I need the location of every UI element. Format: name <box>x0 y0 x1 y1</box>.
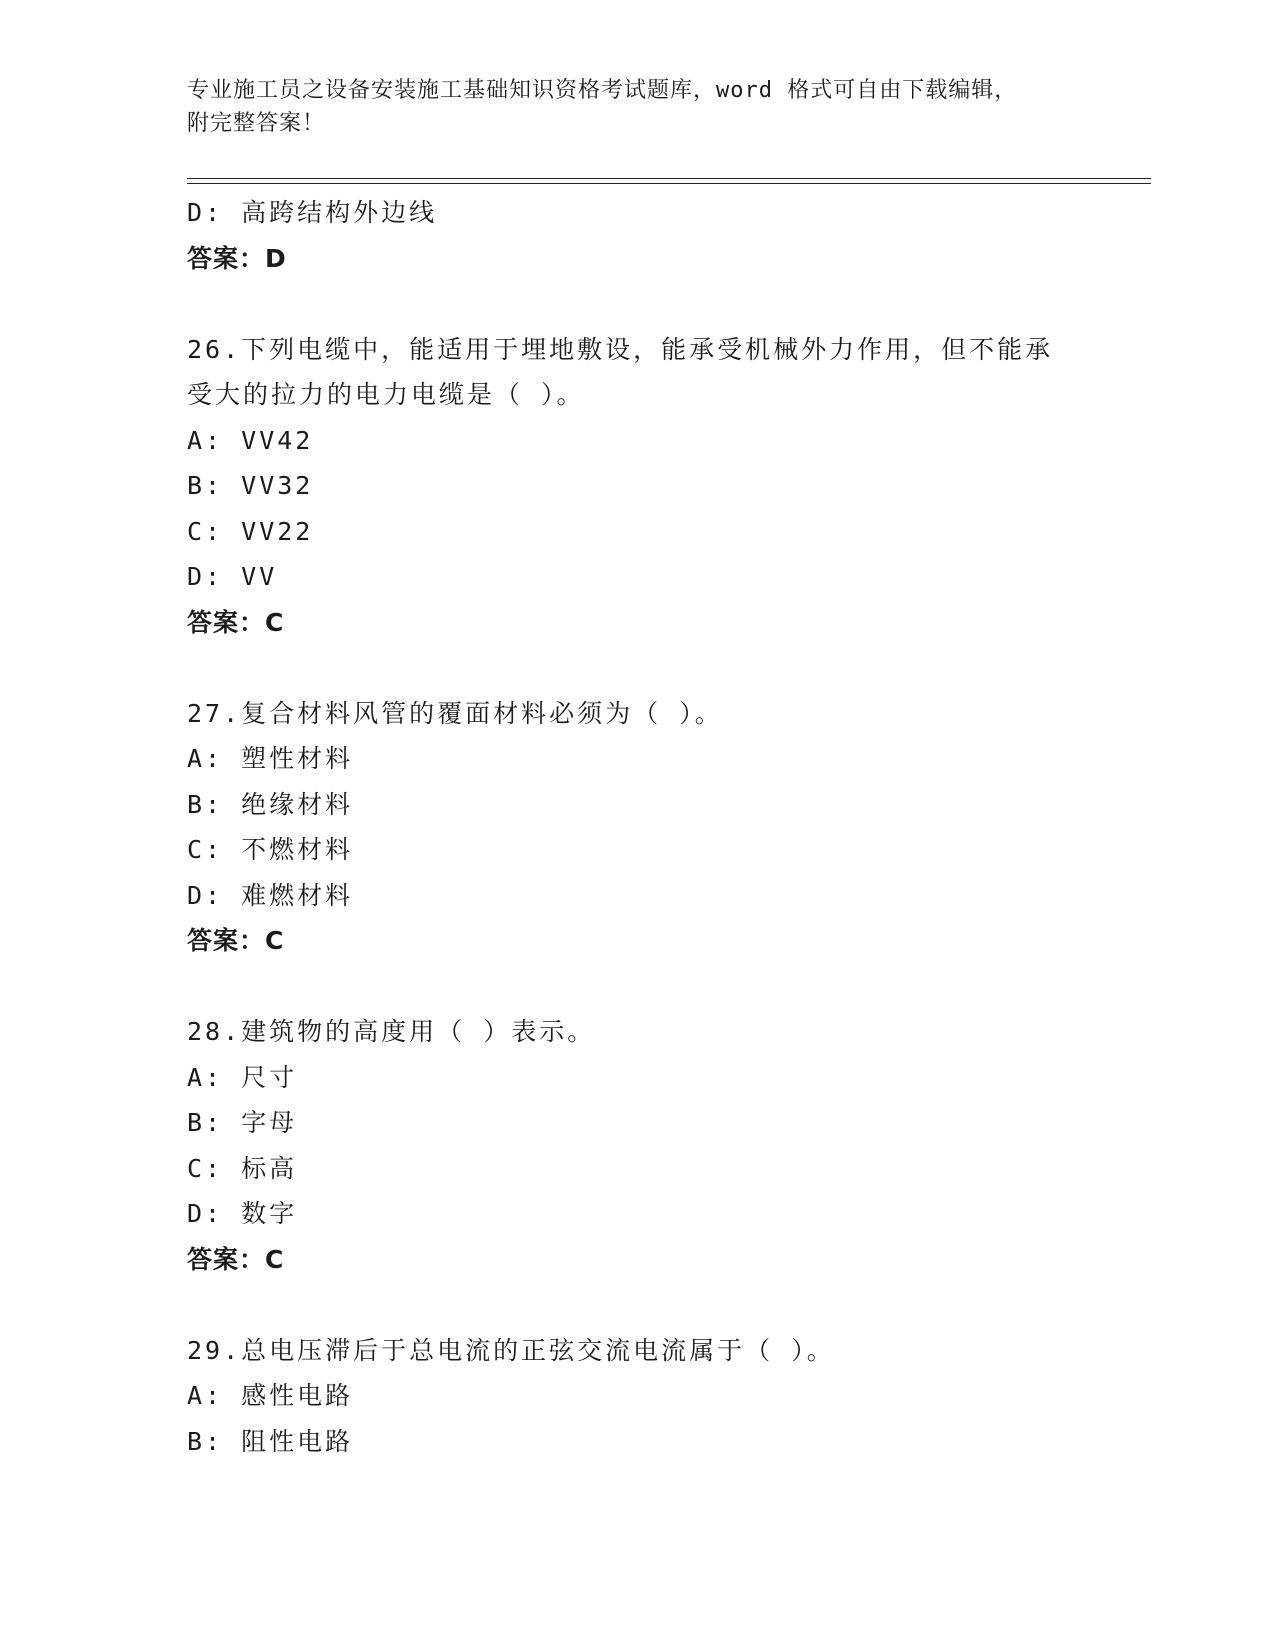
question-29 <box>187 1328 1087 1465</box>
option-d: D: VV <box>187 562 278 591</box>
question-26 <box>187 327 1087 646</box>
option-d: D: 高跨结构外边线 <box>187 198 438 227</box>
document-header <box>187 74 1087 140</box>
question-stem: 26.下列电缆中，能适用于埋地敷设，能承受机械外力作用，但不能承 <box>187 334 1054 364</box>
question-stem-cont: 受大的拉力的电力电缆是（ ）。 <box>187 380 585 409</box>
option-d: D: 数字 <box>187 1199 298 1228</box>
answer: 答案：C <box>187 926 285 955</box>
option-a: A: 塑性材料 <box>187 744 354 773</box>
option-b: B: VV32 <box>187 471 314 500</box>
answer: 答案：C <box>187 607 285 637</box>
option-c: C: 不燃材料 <box>187 835 354 864</box>
question-27 <box>187 691 1087 964</box>
question-stem: 29.总电压滞后于总电流的正弦交流电流属于（ ）。 <box>187 1335 835 1365</box>
option-c: C: 标高 <box>187 1153 298 1183</box>
answer: 答案：C <box>187 1244 285 1274</box>
question-28 <box>187 1009 1087 1282</box>
option-a: A: 尺寸 <box>187 1062 298 1092</box>
option-b: B: 字母 <box>187 1108 298 1137</box>
option-d: D: 难燃材料 <box>187 880 354 910</box>
header-divider-bottom <box>187 183 1151 184</box>
question-stem: 28.建筑物的高度用（ ）表示。 <box>187 1017 596 1046</box>
option-c: C: VV22 <box>187 516 314 546</box>
header-line-2: 附完整答案！ <box>187 111 326 136</box>
question-stem: 27.复合材料风管的覆面材料必须为（ ）。 <box>187 698 723 728</box>
question-list <box>187 190 1087 1464</box>
option-b: B: 绝缘材料 <box>187 789 354 819</box>
answer: 答案：D <box>187 243 287 273</box>
option-a: A: 感性电路 <box>187 1381 354 1410</box>
option-a: A: VV42 <box>187 425 314 455</box>
option-b: B: 阻性电路 <box>187 1426 354 1456</box>
header-divider-top <box>187 178 1151 179</box>
header-line-1: 专业施工员之设备安装施工基础知识资格考试题库，word 格式可自由下载编辑， <box>187 78 1018 103</box>
